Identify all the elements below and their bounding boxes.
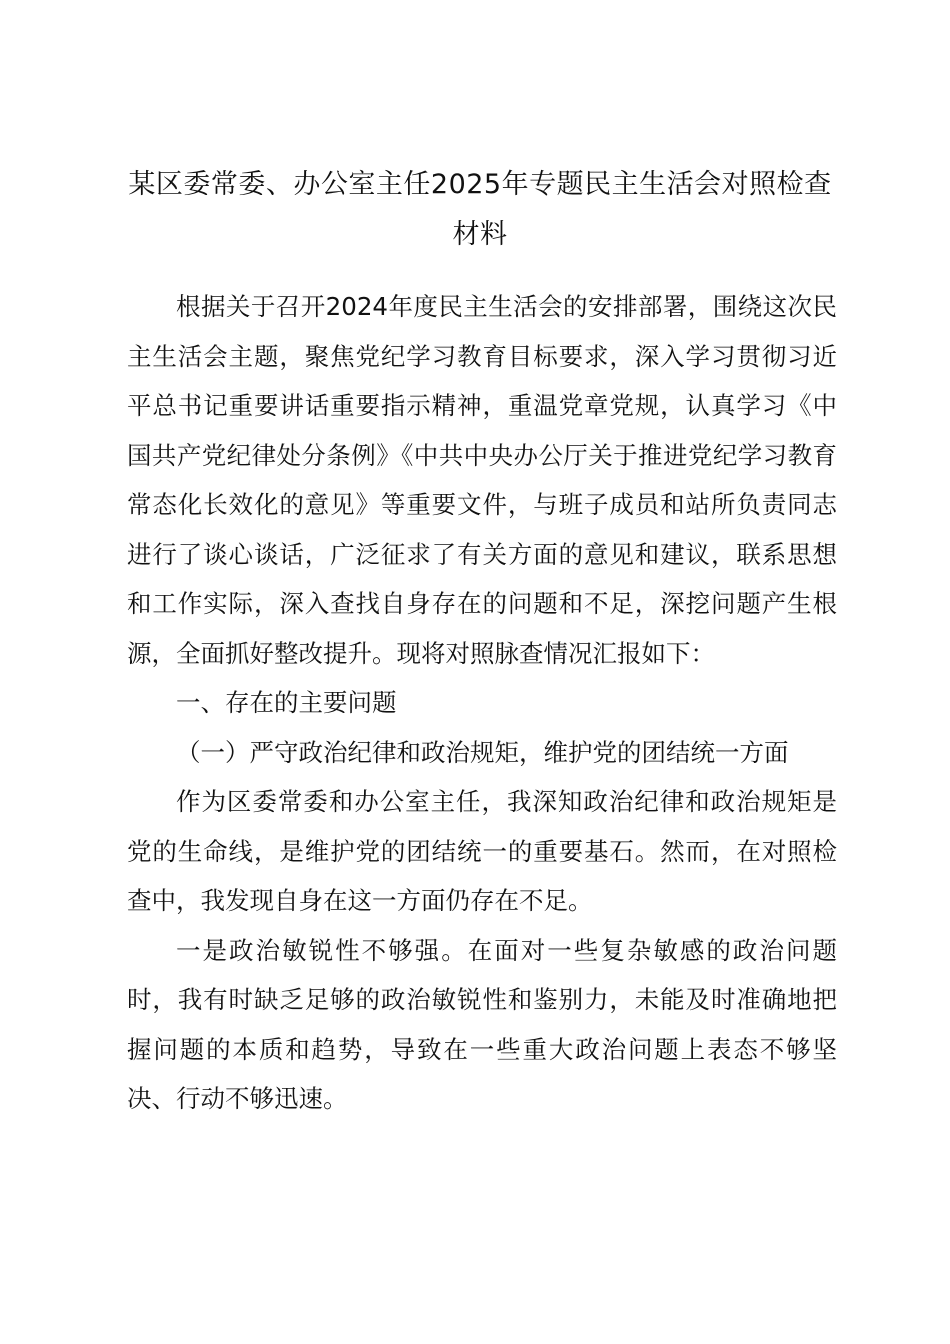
section-heading: 一、存在的主要问题 [176,688,397,717]
subsection-heading: （一）严守政治纪律和政治规矩，维护党的团结统一方面 [176,737,789,767]
paragraph-overview: 作为区委常委和办公室主任，我深知政治纪律和政治规矩是党的生命线，是维护党的团结统一的重要基石。然而，在对照检查中，我发现自身在这一方面仍存在不足。 [127,787,837,915]
document-body [127,282,837,1124]
document-title: 某区委常委、办公室主任2025年专题民主生活会对照检查材料 [128,169,832,250]
paragraph-intro: 根据关于召开2024年度民主生活会的安排部署，围绕这次民主生活会主题，聚焦党纪学习教育目标要求，深入学习贯彻习近平总书记重要讲话重要指示精神，重温党章党规，认真学习《中国共产党纪律处分条例》《中共中央办公厅关于推进党纪学习教育常态化长效化的意见》等重要文件，与班子成员和站所负责同志进行了谈心谈话，广泛征求了有关方面的意见和建议，联系思想和工作实际，深入查找自身存在的问题和不足，深挖问题产生根源，全面抓好整改提升。现将对照脉查情况汇报如下： [127,292,837,668]
paragraph-point-one: 一是政治敏锐性不够强。在面对一些复杂敏感的政治问题时，我有时缺乏足够的政治敏锐性和鉴别力，未能及时准确地把握问题的本质和趋势，导致在一些重大政治问题上表态不够坚决、行动不够迅速。 [127,935,837,1113]
